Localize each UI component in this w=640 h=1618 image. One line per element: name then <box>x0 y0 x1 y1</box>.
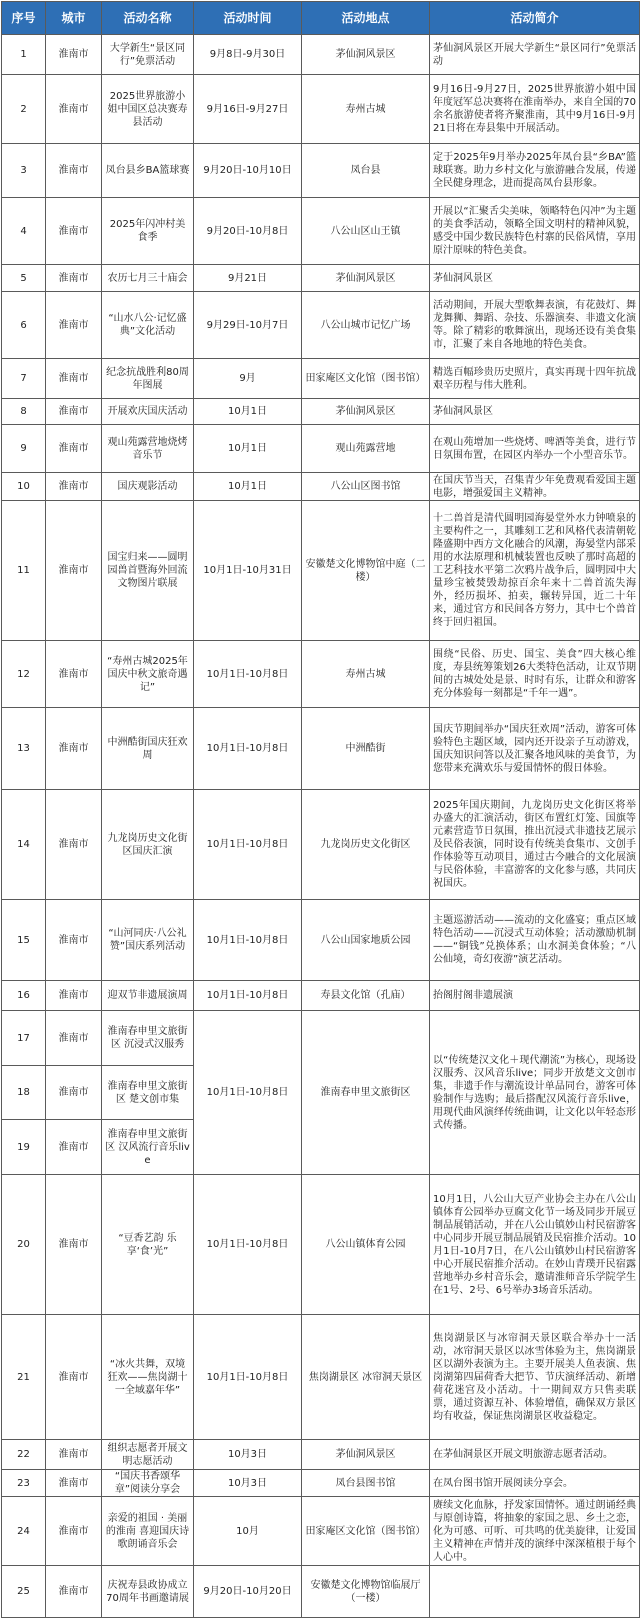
row-time: 9月21日 <box>194 265 302 292</box>
header-no: 序号 <box>2 2 46 35</box>
row-place: 八公山国家地质公园 <box>302 900 430 981</box>
row-city: 淮南市 <box>46 708 102 790</box>
table-row <box>2 1497 640 1566</box>
row-name: 淮南春申里文旅街区 沉浸式汉服秀 <box>102 1011 194 1066</box>
row-time: 10月1日-10月8日 <box>194 790 302 900</box>
row-place: 观山苑露营地 <box>302 425 430 473</box>
row-time: 10月3日 <box>194 1470 302 1497</box>
row-city: 淮南市 <box>46 292 102 359</box>
row-no: 25 <box>2 1566 46 1618</box>
row-place: 安徽楚文化博物馆中庭（二楼） <box>302 501 430 641</box>
row-intro: 抬阁肘阁非遗展演 <box>430 981 640 1011</box>
table-row <box>2 359 640 399</box>
row-time: 10月1日-10月8日 <box>194 1315 302 1440</box>
row-place: 寿州古城 <box>302 641 430 708</box>
header-place: 活动地点 <box>302 2 430 35</box>
row-intro: 在国庆节当天，召集青少年免费观看爱国主题电影，增强爱国主义精神。 <box>430 473 640 501</box>
row-time: 9月20日-10月20日 <box>194 1566 302 1618</box>
row-no: 21 <box>2 1315 46 1440</box>
table-row <box>2 1011 640 1066</box>
row-name: “冰火共舞，双境狂欢——焦岗湖十一全域嘉年华” <box>102 1315 194 1440</box>
row-time: 10月1日-10月8日 <box>194 708 302 790</box>
row-name: 庆祝寿县政协成立70周年书画邀请展 <box>102 1566 194 1618</box>
row-city: 淮南市 <box>46 1066 102 1120</box>
row-city: 淮南市 <box>46 900 102 981</box>
table-row <box>2 1470 640 1497</box>
row-city: 淮南市 <box>46 1497 102 1566</box>
row-time: 9月 <box>194 359 302 399</box>
activity-table <box>1 1 640 1618</box>
row-place: 八公山镇体育公园 <box>302 1175 430 1315</box>
row-time: 9月16日-9月27日 <box>194 75 302 144</box>
row-no: 16 <box>2 981 46 1011</box>
row-city: 淮南市 <box>46 641 102 708</box>
table-row <box>2 1566 640 1618</box>
row-place: 八公山区图书馆 <box>302 473 430 501</box>
row-city: 淮南市 <box>46 1470 102 1497</box>
row-time: 10月1日 <box>194 399 302 425</box>
row-time: 10月1日-10月8日 <box>194 981 302 1011</box>
table-row <box>2 1175 640 1315</box>
row-name: 2025世界旅游小姐中国区总决赛寿县活动 <box>102 75 194 144</box>
row-intro: 在观山苑增加一些烧烤、啤酒等美食，进行节日氛围布置，在园区内举办一个小型音乐节。 <box>430 425 640 473</box>
row-time: 10月1日-10月8日 <box>194 1011 302 1175</box>
row-no: 15 <box>2 900 46 981</box>
header-intro: 活动简介 <box>430 2 640 35</box>
row-place: 凤台县 <box>302 144 430 198</box>
row-city: 淮南市 <box>46 198 102 265</box>
row-place: 茅仙洞风景区 <box>302 399 430 425</box>
row-time: 9月29日-10月7日 <box>194 292 302 359</box>
row-name: “国庆书香颂华章”阅读分享会 <box>102 1470 194 1497</box>
row-no: 18 <box>2 1066 46 1120</box>
row-no: 9 <box>2 425 46 473</box>
row-name: 亲爱的祖国 · 美丽的淮南 喜迎国庆诗歌朗诵音乐会 <box>102 1497 194 1566</box>
row-city: 淮南市 <box>46 35 102 75</box>
row-intro: 焦岗湖景区与冰帘洞天景区联合举办十一活动，冰帘洞天景区以冰雪体验为主，焦岗湖景区以湖外表演为主。主要开展美人鱼表演、焦岗湖第四届荷香大把节、节庆演绎活动、新增荷花迷宫及小活动。十一期间双方只售卖联票，通过资源互补、体验增值，确保双方景区均有收益，保证焦岗湖景区收益稳定。 <box>430 1315 640 1440</box>
row-place: 八公山城市记忆广场 <box>302 292 430 359</box>
row-intro: 精选百幅珍贵历史照片，真实再现十四年抗战艰辛历程与伟大胜利。 <box>430 359 640 399</box>
row-name: 迎双节非遗展演周 <box>102 981 194 1011</box>
row-no: 6 <box>2 292 46 359</box>
table-row <box>2 981 640 1011</box>
row-place: 田家庵区文化馆（图书馆） <box>302 359 430 399</box>
row-city: 淮南市 <box>46 473 102 501</box>
row-time: 10月1日-10月8日 <box>194 641 302 708</box>
row-intro <box>430 1566 640 1618</box>
row-intro: 十二兽首是清代圆明园海晏堂外水力钟喷泉的主要构件之一，其雕刻工艺和风格代表清朝乾隆盛期中西方文化融合的风潮，海晏堂内部采用的水法原理和机械装置也反映了那时高超的工艺科技水平第二次鸦片战争后，圆明园中大量珍宝被焚毁劫掠百余年来十二兽首流失海外，经历损坏、拍卖，辗转异国，近二十年来，通过官方和民间各方努力，其中七个兽首终于回归祖国。 <box>430 501 640 641</box>
row-intro: 定于2025年9月举办2025年凤台县“乡BA”篮球联赛。助力乡村文化与旅游融合发展，传递全民健身理念，进而提高凤台县形象。 <box>430 144 640 198</box>
row-city: 淮南市 <box>46 359 102 399</box>
table-row <box>2 1315 640 1440</box>
row-place: 凤台县图书馆 <box>302 1470 430 1497</box>
row-place: 寿州古城 <box>302 75 430 144</box>
table-row <box>2 198 640 265</box>
row-time: 10月1日-10月31日 <box>194 501 302 641</box>
row-name: 组织志愿者开展文明志愿活动 <box>102 1440 194 1470</box>
header-city: 城市 <box>46 2 102 35</box>
row-no: 24 <box>2 1497 46 1566</box>
row-no: 10 <box>2 473 46 501</box>
row-intro: 10月1日，八公山大豆产业协会主办在八公山镇体育公园举办豆腐文化节一场及同步开展豆制品展销活动，并在八公山镇妙山村民宿游客中心同步开展豆制品展销及民宿推介活动。10月1日-10月7日，在八公山镇妙山村民宿游客中心开展民宿推介活动。在妙山青璞开民宿露营地举办乡村音乐会，邀请淮师音乐学院学生在1号、2号、6号举办3场音乐活动。 <box>430 1175 640 1315</box>
row-time: 10月1日-10月8日 <box>194 900 302 981</box>
row-name: 中洲酷街国庆狂欢周 <box>102 708 194 790</box>
row-name: 纪念抗战胜利80周年图展 <box>102 359 194 399</box>
row-no: 5 <box>2 265 46 292</box>
row-city: 淮南市 <box>46 75 102 144</box>
row-place: 八公山区山王镇 <box>302 198 430 265</box>
row-time: 10月1日 <box>194 473 302 501</box>
row-place: 茅仙洞风景区 <box>302 1440 430 1470</box>
row-time: 10月1日 <box>194 425 302 473</box>
header-name: 活动名称 <box>102 2 194 35</box>
row-name: 九龙岗历史文化街区国庆汇演 <box>102 790 194 900</box>
row-name: “山水八公·记忆盛典”文化活动 <box>102 292 194 359</box>
row-name: 淮南春申里文旅街区 楚文创市集 <box>102 1066 194 1120</box>
row-name: 国宝归来——圆明园兽首暨海外回流文物图片联展 <box>102 501 194 641</box>
row-no: 11 <box>2 501 46 641</box>
row-intro: 活动期间，开展大型歌舞表演，有花鼓灯、舞龙舞狮、舞蹈、杂技、乐器演奏、非遗文化演等。除了精彩的歌舞演出，现场还设有美食集市，汇聚了来自各地地的特色美食。 <box>430 292 640 359</box>
table-row <box>2 501 640 641</box>
row-intro: 茅仙洞风景区 <box>430 399 640 425</box>
row-intro: 茅仙洞风景区开展大学新生“景区同行”免票活动 <box>430 35 640 75</box>
row-place: 焦岗湖景区 冰帘洞天景区 <box>302 1315 430 1440</box>
row-place: 茅仙洞风景区 <box>302 265 430 292</box>
row-place: 九龙岗历史文化街区 <box>302 790 430 900</box>
row-no: 4 <box>2 198 46 265</box>
row-intro: 以“传统楚汉文化＋现代潮流”为核心，现场设汉服秀、汉风音乐live；同步开放楚文文创市集，非遗手作与潮流设计单品同台，游客可体验制作与选购；最后搭配汉风流行音乐live，用现代曲风演绎传统曲调，让文化以年轻态形式传播。 <box>430 1011 640 1175</box>
row-time: 9月20日-10月10日 <box>194 144 302 198</box>
row-name: “山河同庆·八公礼赞”国庆系列活动 <box>102 900 194 981</box>
row-city: 淮南市 <box>46 1175 102 1315</box>
row-city: 淮南市 <box>46 1315 102 1440</box>
row-no: 3 <box>2 144 46 198</box>
row-city: 淮南市 <box>46 399 102 425</box>
row-name: 农历七月三十庙会 <box>102 265 194 292</box>
row-no: 23 <box>2 1470 46 1497</box>
row-no: 8 <box>2 399 46 425</box>
table-row <box>2 790 640 900</box>
table-row <box>2 473 640 501</box>
row-no: 20 <box>2 1175 46 1315</box>
row-name: 凤台县乡BA篮球赛 <box>102 144 194 198</box>
row-city: 淮南市 <box>46 501 102 641</box>
row-time: 10月1日-10月8日 <box>194 1175 302 1315</box>
row-intro: 9月16日-9月27日，2025世界旅游小姐中国年度冠军总决赛将在淮南举办，来自全国的70余名旅游使者将齐聚淮南，其中9月16日-9月21日将在寿县集中开展活动。 <box>430 75 640 144</box>
row-time: 10月 <box>194 1497 302 1566</box>
row-city: 淮南市 <box>46 981 102 1011</box>
row-intro: 开展以“汇聚舌尖美味，领略特色闪冲”为主题的美食季活动，领略全国文明村的精神风貌，感受中国少数民族特色村寨的民俗风情，享用原汁原味的特色美食。 <box>430 198 640 265</box>
row-city: 淮南市 <box>46 1011 102 1066</box>
table-row <box>2 1440 640 1470</box>
row-no: 7 <box>2 359 46 399</box>
row-intro: 在茅仙洞景区开展文明旅游志愿者活动。 <box>430 1440 640 1470</box>
table-row <box>2 708 640 790</box>
row-time: 9月8日-9月30日 <box>194 35 302 75</box>
row-no: 2 <box>2 75 46 144</box>
row-intro: 茅仙洞风景区 <box>430 265 640 292</box>
row-intro: 主题巡游活动——流动的文化盛宴；重点区域特色活动——沉浸式互动体验；活动激励机制——“铜钱”兑换体系；山水洞美食体验；“八公仙境，奇幻夜游”演艺活动。 <box>430 900 640 981</box>
row-no: 17 <box>2 1011 46 1066</box>
table-row <box>2 35 640 75</box>
row-name: 观山苑露营地烧烤音乐节 <box>102 425 194 473</box>
row-no: 13 <box>2 708 46 790</box>
row-intro: 2025年国庆期间，九龙岗历史文化街区将举办盛大的汇演活动，街区布置红灯笼、国旗等元素营造节日氛围，推出沉浸式非遗技艺展示及民俗表演，同时设有传统美食集市、文创手作体验等互动项目，通过古今融合的文化展演与民俗体验，丰富游客的文化参与感，共同庆祝国庆。 <box>430 790 640 900</box>
row-place: 淮南春申里文旅街区 <box>302 1011 430 1175</box>
table-row <box>2 641 640 708</box>
row-name: “寿州古城2025年国庆中秋文旅奇遇记” <box>102 641 194 708</box>
table-row <box>2 75 640 144</box>
row-place: 寿县文化馆（孔庙） <box>302 981 430 1011</box>
row-no: 12 <box>2 641 46 708</box>
row-intro: 围绕“民俗、历史、国宝、美食”四大核心维度，寿县统筹策划26大类特色活动，让双节期间的古城处处是景、时时有乐，让群众和游客充分体验每一刻都是“千年一遇”。 <box>430 641 640 708</box>
row-time: 10月3日 <box>194 1440 302 1470</box>
table-row <box>2 900 640 981</box>
row-intro: 国庆节期间举办“国庆狂欢周”活动，游客可体验特色主题区域，园内还开设亲子互动游戏，国庆知识问答以及汇聚各地风味的美食节，为您带来充满欢乐与爱国情怀的假日体验。 <box>430 708 640 790</box>
row-name: 开展欢庆国庆活动 <box>102 399 194 425</box>
row-city: 淮南市 <box>46 425 102 473</box>
table-row <box>2 292 640 359</box>
row-intro: 在凤台图书馆开展阅读分享会。 <box>430 1470 640 1497</box>
row-no: 14 <box>2 790 46 900</box>
row-name: “豆香艺韵 乐享‘食’光” <box>102 1175 194 1315</box>
table-row <box>2 399 640 425</box>
row-intro: 赓续文化血脉，抒发家国情怀。通过朗诵经典与原创诗篇，将抽象的家国之思、乡土之恋，化为可感、可听、可共鸣的优美旋律，让爱国主义精神在声情并茂的演绎中深深植根于每个人心中。 <box>430 1497 640 1566</box>
row-name: 淮南春申里文旅街区 汉风流行音乐live <box>102 1120 194 1175</box>
row-no: 19 <box>2 1120 46 1175</box>
header-time: 活动时间 <box>194 2 302 35</box>
row-name: 大学新生“景区同行”免票活动 <box>102 35 194 75</box>
row-time: 9月20日-10月8日 <box>194 198 302 265</box>
row-city: 淮南市 <box>46 790 102 900</box>
row-no: 22 <box>2 1440 46 1470</box>
row-city: 淮南市 <box>46 1120 102 1175</box>
table-row <box>2 265 640 292</box>
row-place: 中洲酷街 <box>302 708 430 790</box>
row-no: 1 <box>2 35 46 75</box>
row-place: 安徽楚文化博物馆临展厅（一楼） <box>302 1566 430 1618</box>
row-place: 田家庵区文化馆（图书馆） <box>302 1497 430 1566</box>
table-row <box>2 425 640 473</box>
header-row <box>2 2 640 35</box>
table-row <box>2 144 640 198</box>
row-name: 国庆观影活动 <box>102 473 194 501</box>
row-name: 2025年闪冲村美食季 <box>102 198 194 265</box>
row-city: 淮南市 <box>46 265 102 292</box>
row-city: 淮南市 <box>46 1440 102 1470</box>
row-city: 淮南市 <box>46 144 102 198</box>
row-city: 淮南市 <box>46 1566 102 1618</box>
row-place: 茅仙洞风景区 <box>302 35 430 75</box>
